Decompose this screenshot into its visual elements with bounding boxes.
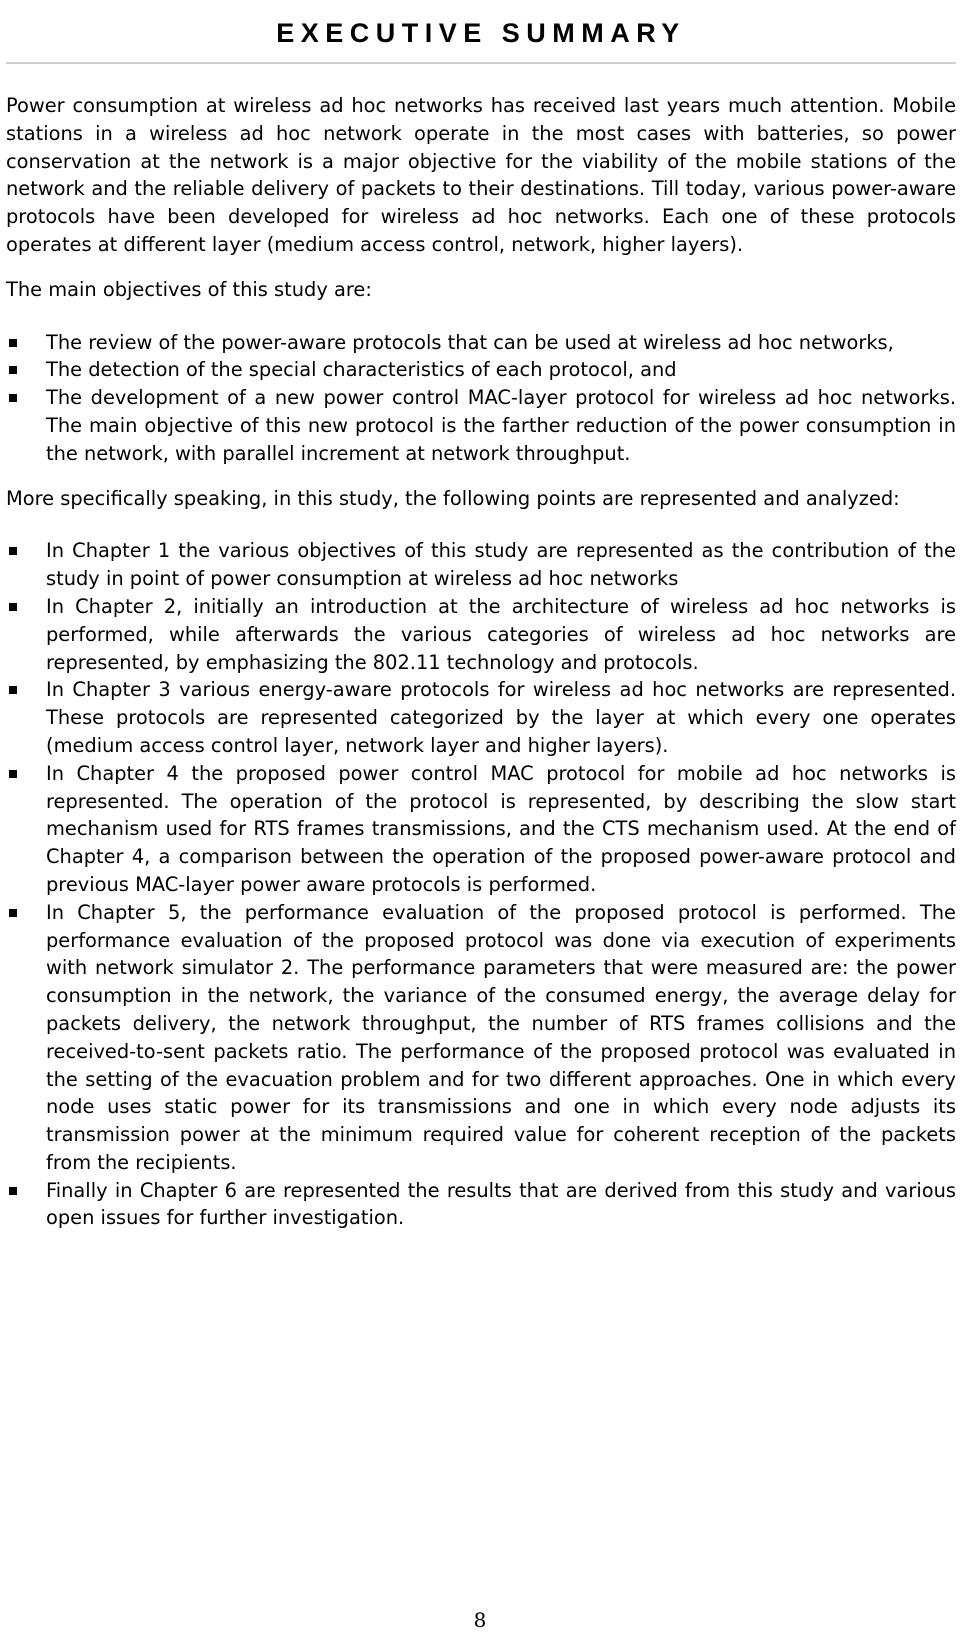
list-item-text: In Chapter 2, initially an introduction at the architecture of wireless ad hoc networks is performed, while afterwards the various categories of wireless ad hoc networks are represented, by emphasizing the 802.11 technology and protocols. — [46, 594, 956, 674]
list-item-text: The review of the power-aware protocols that can be used at wireless ad hoc networks, — [46, 330, 894, 354]
square-bullet-icon — [9, 1187, 17, 1195]
list-item-text: The development of a new power control MAC-layer protocol for wireless ad hoc networks. The main objective of this new protocol is the farther reduction of the power consumption in the network, with parallel increment at network throughput. — [46, 386, 956, 465]
objectives-list — [6, 329, 956, 468]
list-item — [6, 384, 956, 467]
square-bullet-icon — [9, 394, 17, 402]
list-item-text: In Chapter 1 the various objectives of this study are represented as the contribution of the study in point of power consumption at wireless ad hoc networks — [46, 539, 956, 591]
list-item — [6, 676, 956, 759]
list-item — [6, 760, 956, 899]
square-bullet-icon — [9, 909, 17, 917]
intro-paragraph: Power consumption at wireless ad hoc networks has received last years much attention. Mobile stations in a wireless ad hoc network operate in the most cases with batteries, so power conservation at the network is a major objective for the viability of the mobile stations of the network and the reliable delivery of packets to their destinations. Till today, various power-aware protocols have been developed for wireless ad hoc networks. Each one of these protocols operates at different layer (medium access control, network, higher layers). — [6, 94, 956, 256]
square-bullet-icon — [9, 547, 17, 555]
list-item — [6, 593, 956, 676]
list-item — [6, 329, 956, 357]
square-bullet-icon — [9, 770, 17, 778]
square-bullet-icon — [9, 366, 17, 374]
list-item — [6, 537, 956, 593]
page-header — [6, 0, 956, 64]
square-bullet-icon — [9, 603, 17, 611]
list-item — [6, 356, 956, 384]
list-item-text: In Chapter 5, the performance evaluation of the proposed protocol is performed. The performance evaluation of the proposed protocol was done via execution of experiments with network simulator 2. The performance parameters that were measured are: the power consumption in the network, the variance of the consumed energy, the average delay for packets delivery, the network throughput, the number of RTS frames collisions and the received-to-sent packets ratio. The performance of the proposed protocol was evaluated in the setting of the evacuation problem and for two different approaches. One in which every node uses static power for its transmissions and one in which every node adjusts its transmission power at the minimum required value for coherent reception of the packets from the recipients. — [46, 900, 956, 1174]
chapters-list — [6, 537, 956, 1232]
specifics-intro-paragraph: More specifically speaking, in this study, the following points are represented and analyzed: — [6, 486, 900, 510]
list-item-text: The detection of the special characteristics of each protocol, and — [46, 358, 677, 382]
page-title: EXECUTIVE SUMMARY — [276, 18, 686, 48]
list-item-text: In Chapter 4 the proposed power control MAC protocol for mobile ad hoc networks is represented. The operation of the protocol is represented, by describing the slow start mechanism used for RTS frames transmissions, and the CTS mechanism used. At the end of Chapter 4, a comparison between the operation of the proposed power-aware protocol and previous MAC-layer power aware protocols is performed. — [46, 761, 956, 896]
square-bullet-icon — [9, 339, 17, 347]
list-item-text: In Chapter 3 various energy-aware protocols for wireless ad hoc networks are represented. These protocols are represented categorized by the layer at which every one operates (medium access control layer, network layer and higher layers). — [46, 678, 956, 757]
list-item — [6, 1177, 956, 1233]
objectives-intro-paragraph: The main objectives of this study are: — [6, 277, 372, 301]
document-body — [6, 92, 956, 1232]
list-item — [6, 899, 956, 1177]
page-number: 8 — [473, 1608, 487, 1632]
square-bullet-icon — [9, 686, 17, 694]
list-item-text: Finally in Chapter 6 are represented the results that are derived from this study and various open issues for further investigation. — [46, 1178, 956, 1230]
